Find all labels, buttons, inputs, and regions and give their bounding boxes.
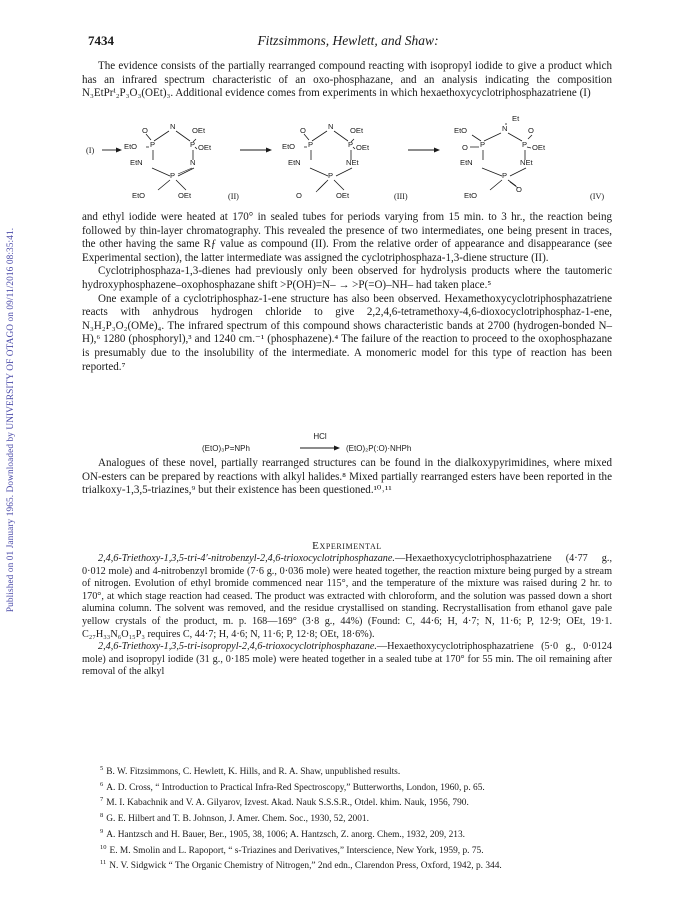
reference-item (82, 826, 612, 842)
compound-iv (454, 114, 604, 201)
equation-arrowhead (334, 446, 340, 451)
reference-number: 7 (100, 796, 104, 804)
model-equation-drawing (200, 431, 460, 457)
intro-paragraph: The evidence consists of the partially rearranged compound reacting with isopropyl iodide to give a product which has an infrared spectrum characteristic of an oxo-phosphazane, and an analysis indicating the composition N₃EtPrⁱ₂P₃O₃(OEt)₃. Additional evidence comes from experiments in which hexaethoxycyclotriphosphazatriene (I) (82, 60, 612, 100)
reaction-scheme (82, 112, 612, 204)
ii-p-right: P (190, 140, 196, 149)
footnote-references (82, 763, 612, 873)
iii-oxo: O (300, 126, 306, 135)
reference-number: 9 (100, 827, 104, 835)
reaction-arrowhead-2 (434, 148, 440, 153)
equation-reagent: HCl (313, 432, 327, 441)
compound-iv-label: (IV) (590, 192, 605, 201)
compound-ii-label: (II) (228, 192, 239, 201)
dienes-paragraph: Cyclotriphosphaza-1,3-dienes had previously only been observed for hydrolysis products where the tautomeric hydroxyphosphazene–oxophosphazane shift >P(OH)=N– → >P(=O)–NH– had taken place.⁵ (82, 265, 612, 291)
model-equation (200, 431, 460, 457)
reference-text: E. M. Smolin and L. Rapoport, “ s-Triazines and Derivatives,” Interscience, New York, 1959, p. 75. (109, 845, 484, 856)
ii-p-left: P (150, 140, 156, 149)
iv-oet-right: OEt (532, 143, 546, 152)
start-label: (I) (86, 146, 95, 155)
reference-item (82, 842, 612, 858)
iii-oet-top: OEt (350, 126, 364, 135)
reference-item (82, 794, 612, 810)
intro-block (82, 60, 612, 101)
reference-text: A. D. Cross, “ Introduction to Practical Infra-Red Spectroscopy,” Butterworths, London, 1960, p. 65. (106, 782, 485, 793)
iv-p-bottom: P (502, 171, 508, 180)
iii-etn: EtN (288, 158, 301, 167)
analogues-paragraph: Analogues of these novel, partially rearranged structures can be found in the dialkoxypyrimidines, where mixed ON-esters can be prepared by reactions with alkyl halides.⁸ Mixed partially rearranged esters have been reported in the trialkoxy-1,3,5-triazines,⁹ but their existence has been questioned.¹⁰˒¹¹ (82, 457, 612, 497)
ii-oet-top: OEt (192, 126, 206, 135)
reaction-arrowhead-1 (266, 148, 272, 153)
experiment-2 (82, 641, 612, 679)
reference-number: 5 (100, 765, 104, 772)
ii-p-bottom: P (170, 171, 176, 180)
reaction-scheme-drawing (82, 112, 612, 204)
discussion-block (82, 211, 612, 374)
iii-double-bond (316, 182, 326, 192)
compound-iii (282, 122, 408, 201)
experiment-2-title: 2,4,6-Triethoxy-1,3,5-tri-isopropyl-2,4,6-trioxocyclotriphosphazane. (98, 641, 377, 653)
reference-item (82, 810, 612, 826)
running-title: Fitzsimmons, Hewlett, and Shaw: (257, 33, 439, 48)
iv-oxo-top: O (528, 126, 534, 135)
experimental-heading: Experimental (312, 540, 382, 552)
iii-n-top: N (328, 122, 334, 131)
equation-right: (EtO)₂P(:O)·NHPh (346, 444, 412, 453)
experiment-2-body: —Hexaethoxycyclotriphosphazatriene (5·0 g., 0·0124 mole) and isopropyl iodide (31 g., 0·185 mole) were heated together in a sealed tube at 170° for 55 min. The oil remaining after removal of the alkyl (82, 641, 612, 678)
ii-oet-right: OEt (198, 143, 212, 152)
iv-p-left: P (480, 140, 486, 149)
compound-iii-label: (III) (394, 192, 408, 201)
experiment-1 (82, 553, 612, 641)
ii-oxo: O (142, 126, 148, 135)
iv-bonds (470, 123, 532, 190)
iv-p-right: P (522, 140, 528, 149)
reference-item (82, 763, 612, 779)
reference-text: B. W. Fitzsimmons, C. Hewlett, K. Hills, and R. A. Shaw, unpublished results. (106, 767, 401, 778)
iv-eto-bottom: EtO (464, 191, 478, 200)
reference-item (82, 779, 612, 795)
experiment-1-title: 2,4,6-Triethoxy-1,3,5-tri-4′-nitrobenzyl-2,4,6-trioxocyclotriphosphazane. (98, 553, 395, 564)
reaction-paragraph: and ethyl iodide were heated at 170° in sealed tubes for periods varying from 15 min. to 3 hr., the reaction being followed by thin-layer chromatography. This revealed the presence of two intermediates, one being present in traces, the other having the same Rƒ value as compound (II). From the relative order of appearance and disappearance (see Experimental section), the latter intermediate was assigned the cyclotriphosphaza-1,3-diene structure (II). (82, 211, 612, 264)
iv-n-top: N (502, 124, 508, 133)
reference-number: 8 (100, 812, 104, 820)
reference-item (82, 857, 612, 873)
page-header (88, 33, 608, 49)
example-paragraph: One example of a cyclotriphosphaz-1-ene structure has also been observed. Hexamethoxycyclotriphosphazatriene reacts with anhydrous hydrogen chloride to give 2,2,4,6-tetramethoxy-4,6-dioxocyclotriphosphaz-1-ene, N₃H₂P₃O₂(OMe)₄. The infrared spectrum of this compound shows characteristic bands at 2700 (hydrogen-bonded N–H),⁶ 1280 (phosphoryl),³ and 1240 cm.⁻¹ (phosphazene).⁴ The failure of the reaction to proceed to the oxophosphazane is presumably due to the insolubility of the intermediate. A monomeric model for this type of reaction has been reported.⁷ (82, 292, 612, 373)
iii-p-bottom: P (328, 171, 334, 180)
iii-oet-bottom: OEt (336, 191, 350, 200)
iii-p-left: P (308, 140, 314, 149)
iv-etn: EtN (460, 158, 473, 167)
ii-eto-left: EtO (124, 142, 138, 151)
reference-number: 10 (100, 843, 107, 851)
ii-n-right: N (190, 158, 196, 167)
iv-oxo-bottom: O (516, 185, 522, 194)
reference-text: M. I. Kabachnik and V. A. Gilyarov, Izvest. Akad. Nauk S.S.S.R., Otdel. khim. Nauk, 1956, 790. (106, 798, 469, 809)
reference-number: 11 (100, 859, 107, 867)
iii-p-right: P (348, 140, 354, 149)
ii-double-bond (178, 168, 192, 174)
reference-number: 6 (100, 780, 104, 788)
ii-oet-bottom: OEt (178, 191, 192, 200)
iii-net: NEt (346, 158, 359, 167)
iii-eto-left: EtO (282, 142, 296, 151)
experiment-1-body: —Hexaethoxycyclotriphosphazatriene (4·77 g., 0·012 mole) and 4-nitrobenzyl bromide (7·6 g., 0·036 mole) were heated together, the reaction mixture being purged by a stream of nitrogen. Evolution of ethyl bromide commenced near 115°, and the temperature of the mixture was raised during 2 hr. to 170°, at which stage reaction had ceased. The product was extracted with chloroform, and the solution was passed down a short alumina column. The solvent was removed, and the residue crystallised on standing. Recrystallisation from ethanol gave pale yellow crystals of the product, m. p. 168—169° (3·8 g., 44%) (Found: C, 44·6; H, 4·7; N, 11·6; P, 12·9; OEt, 19·1. C₂₇H₃₃N₆O₁₅P₃ requires C, 44·7; H, 4·6; N, 11·6; P, 12·8; OEt, 18·6%). (82, 553, 612, 640)
iv-net: NEt (520, 158, 533, 167)
ii-n-top: N (170, 122, 176, 131)
page-number: 7434 (88, 33, 114, 48)
download-watermark (4, 120, 18, 720)
reference-text: A. Hantzsch and H. Bauer, Ber., 1905, 38, 1006; A. Hantzsch, Z. anorg. Chem., 1932, 209, 213. (106, 830, 466, 840)
download-watermark-text: Published on 01 January 1965. Downloaded by UNIVERSITY OF OTAGO on 09/11/2016 08:35:41. (6, 227, 16, 613)
start-arrowhead (116, 148, 122, 153)
experimental-block (82, 553, 612, 679)
iii-oet-right: OEt (356, 143, 370, 152)
reference-text: G. E. Hilbert and T. B. Johnson, J. Amer. Chem. Soc., 1930, 52, 2001. (106, 814, 369, 825)
reference-text: N. V. Sidgwick “ The Organic Chemistry of Nitrogen,” 2nd edn., Clarendon Press, Oxford, 1942, p. 344. (109, 861, 502, 872)
ii-etn: EtN (130, 158, 143, 167)
iv-oxo-left: O (462, 143, 468, 152)
equation-left: (EtO)₃P=NPh (202, 444, 250, 453)
iv-et-top: Et (512, 114, 520, 123)
compound-ii (124, 122, 239, 201)
iv-eto-top: EtO (454, 126, 468, 135)
analogues-block (82, 457, 612, 498)
ii-eto-bottom: EtO (132, 191, 146, 200)
iii-oxo-bottom: O (296, 191, 302, 200)
